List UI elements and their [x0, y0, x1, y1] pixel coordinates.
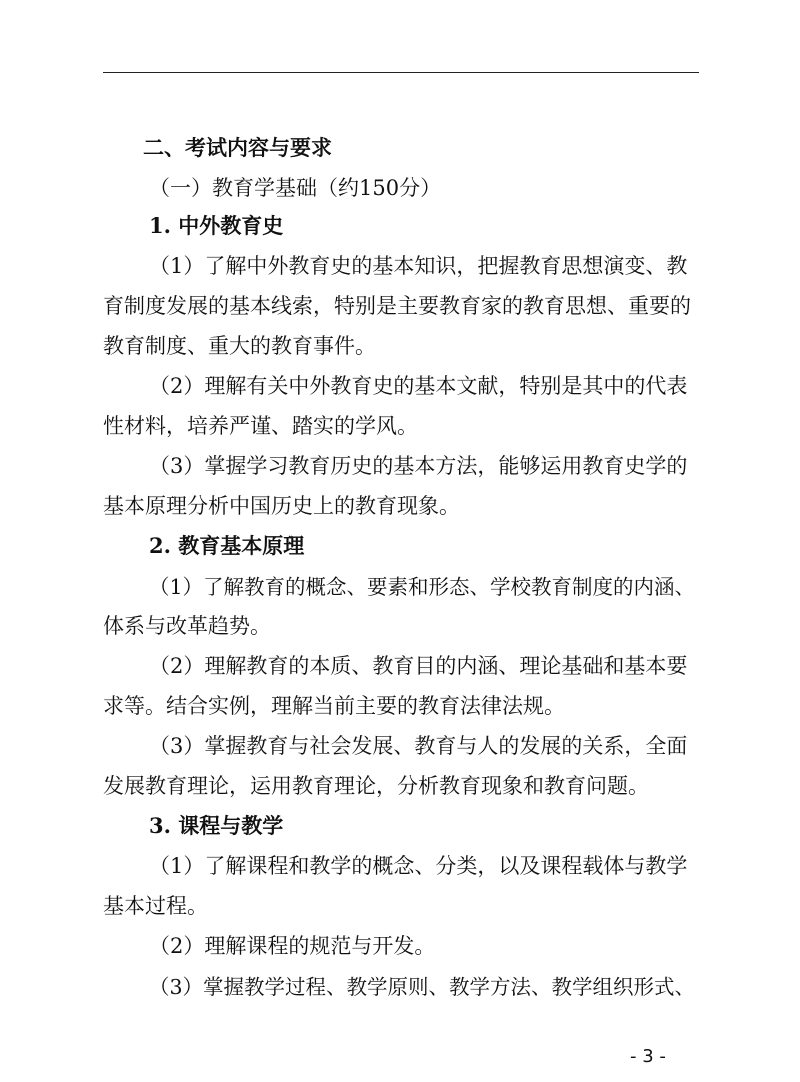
topic3-title: 3. 课程与教学 — [149, 813, 284, 838]
topic3-p3-line1: （3）掌握教学过程、教学原则、教学方法、教学组织形式、 — [149, 975, 696, 999]
section-title: 二、考试内容与要求 — [143, 135, 332, 160]
topic1-p3-line1: （3）掌握学习教育历史的基本方法，能够运用教育史学的 — [149, 454, 688, 478]
topic1-p1-line3: 教育制度、重大的教育事件。 — [103, 334, 376, 358]
topic2-p2-line1: （2）理解教育的本质、教育目的内涵、理论基础和基本要 — [149, 654, 688, 678]
topic1-p2-line1: （2）理解有关中外教育史的基本文献，特别是其中的代表 — [149, 374, 688, 398]
topic2-p2-line2: 求等。结合实例，理解当前主要的教育法律法规。 — [103, 694, 565, 718]
topic2-p3-line2: 发展教育理论，运用教育理论，分析教育现象和教育问题。 — [103, 774, 649, 798]
topic1-p1-line2: 育制度发展的基本线索，特别是主要教育家的教育思想、重要的 — [103, 294, 691, 318]
topic2-p1-line1: （1）了解教育的概念、要素和形态、学校教育制度的内涵、 — [149, 575, 696, 599]
topic2-title: 2. 教育基本原理 — [149, 533, 305, 558]
page-number: - 3 - — [630, 1046, 666, 1067]
subsection-heading: （一）教育学基础（约150分） — [149, 176, 442, 200]
topic1-p3-line2: 基本原理分析中国历史上的教育现象。 — [103, 494, 460, 518]
topic2-p3-line1: （3）掌握教育与社会发展、教育与人的发展的关系，全面 — [149, 734, 688, 758]
header-rule — [103, 72, 699, 73]
topic2-p1-line2: 体系与改革趋势。 — [103, 614, 271, 638]
topic1-p2-line2: 性材料，培养严谨、踏实的学风。 — [103, 414, 418, 438]
topic1-p1-line1: （1）了解中外教育史的基本知识，把握教育思想演变、教 — [149, 254, 688, 278]
topic1-title: 1. 中外教育史 — [149, 213, 284, 238]
topic3-p2-line1: （2）理解课程的规范与开发。 — [149, 934, 436, 958]
topic3-p1-line1: （1）了解课程和教学的概念、分类，以及课程载体与教学 — [149, 854, 688, 878]
topic3-p1-line2: 基本过程。 — [103, 894, 208, 918]
